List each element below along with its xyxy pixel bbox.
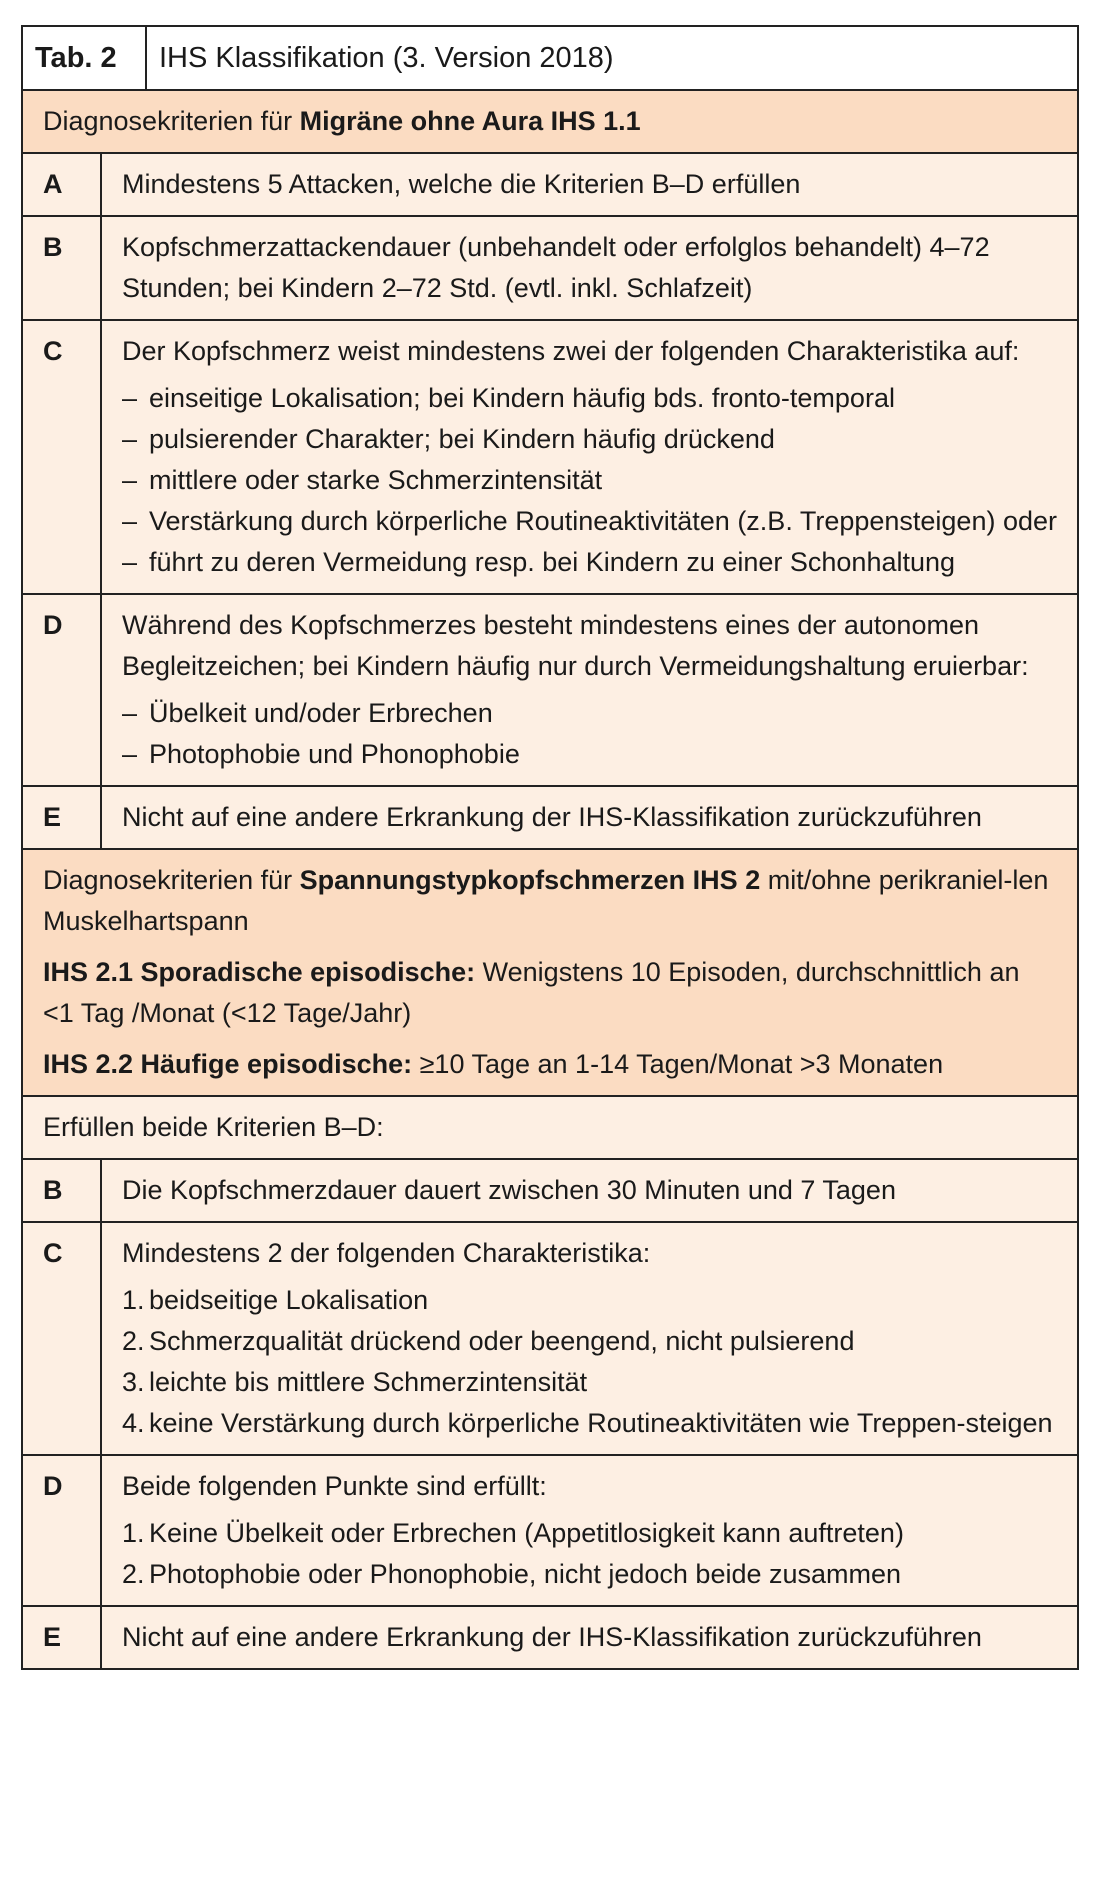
criterion-row (21, 787, 1079, 850)
criterion-letter: C (23, 1223, 102, 1454)
list-item (122, 1362, 1057, 1403)
criterion-letter: B (23, 1160, 102, 1221)
list-item-marker: 3. (122, 1367, 145, 1397)
criterion-letter: A (23, 154, 102, 215)
list-item-text: mittlere oder starke Schmerzintensität (149, 465, 603, 495)
criterion-letter: B (23, 217, 102, 319)
list-item (122, 419, 1057, 460)
ihs-2-2-label: IHS 2.2 Häufige episodische: (43, 1049, 413, 1079)
table-title-bar (21, 25, 1079, 91)
criterion-text: Die Kopfschmerzdauer dauert zwischen 30 Minuten und 7 Tagen (122, 1175, 896, 1205)
ihs-2-1-label: IHS 2.1 Sporadische episodische: (43, 957, 476, 987)
migraine-header (21, 91, 1079, 154)
criterion-row (21, 1456, 1079, 1607)
criterion-text: Beide folgenden Punkte sind erfüllt: (122, 1471, 547, 1501)
list-item-text: leichte bis mittlere Schmerzintensität (149, 1367, 588, 1397)
list-item-text: beidseitige Lokalisation (149, 1285, 429, 1315)
criterion-text: Kopfschmerzattackendauer (unbehandelt oder erfolglos behandelt) 4–72 Stunden; bei Kindern 2–72 Std. (evtl. inkl. Schlafzeit) (122, 232, 990, 303)
criterion-letter: E (23, 1607, 102, 1668)
criterion-row (21, 1607, 1079, 1670)
table-title: IHS Klassifikation (3. Version 2018) (159, 41, 614, 74)
criterion-content (102, 1160, 1077, 1221)
criterion-content (102, 321, 1077, 593)
list-item (122, 1321, 1057, 1362)
criterion-letter: E (23, 787, 102, 848)
list-item (122, 460, 1057, 501)
classification-table (21, 25, 1079, 1670)
list-item-marker: – (122, 383, 138, 413)
list-item-marker: 2. (122, 1326, 145, 1356)
criterion-letter: D (23, 1456, 102, 1605)
criterion-content (102, 1456, 1077, 1605)
list-item-text: Photophobie oder Phonophobie, nicht jedoch beide zusammen (149, 1559, 902, 1589)
criterion-list (122, 1280, 1057, 1444)
criterion-content (102, 1223, 1077, 1454)
criterion-row (21, 217, 1079, 321)
criterion-list (122, 693, 1057, 775)
list-item-text: Schmerzqualität drückend oder beengend, nicht pulsierend (149, 1326, 855, 1356)
list-item (122, 1403, 1057, 1444)
list-item (122, 1554, 1057, 1595)
ihs-2-1-text: Wenigstens 10 Episoden, durchschnittlich an <1 Tag /Monat (<12 Tage/Jahr) (43, 957, 1020, 1028)
criterion-text: Während des Kopfschmerzes besteht mindestens eines der autonomen Begleitzeichen; bei Kindern häufig nur durch Vermeidungshaltung eruierbar: (122, 610, 1029, 681)
migraine-criteria (21, 154, 1079, 850)
criterion-content (102, 154, 1077, 215)
list-item (122, 693, 1057, 734)
list-item-text: keine Verstärkung durch körperliche Routineaktivitäten wie Treppen-steigen (149, 1408, 1053, 1438)
list-item-marker: 1. (122, 1518, 145, 1548)
criterion-content (102, 595, 1077, 785)
list-item (122, 734, 1057, 775)
list-item-marker: – (122, 698, 138, 728)
table-number: Tab. 2 (23, 27, 147, 89)
migraine-header-prefix: Diagnosekriterien für (43, 106, 300, 136)
list-item-text: pulsierender Charakter; bei Kindern häufig drückend (149, 424, 775, 454)
list-item-marker: – (122, 465, 138, 495)
tension-intro: Erfüllen beide Kriterien B–D: (21, 1097, 1079, 1160)
ihs-2-2-text: ≥10 Tage an 1-14 Tagen/Monat >3 Monaten (412, 1049, 944, 1079)
criterion-content (102, 217, 1077, 319)
criterion-text: Der Kopfschmerz weist mindestens zwei der folgenden Charakteristika auf: (122, 336, 1020, 366)
criterion-letter: D (23, 595, 102, 785)
criterion-content (102, 1607, 1077, 1668)
criterion-content (102, 787, 1077, 848)
list-item-text: Verstärkung durch körperliche Routineaktivitäten (z.B. Treppensteigen) oder (149, 506, 1057, 536)
criterion-text: Mindestens 5 Attacken, welche die Kriterien B–D erfüllen (122, 169, 801, 199)
tension-header-prefix: Diagnosekriterien für (43, 865, 300, 895)
tension-criteria (21, 1160, 1079, 1670)
tension-header-bold: Spannungstypkopfschmerzen IHS 2 (299, 865, 761, 895)
criterion-row (21, 595, 1079, 787)
list-item-marker: – (122, 547, 138, 577)
criterion-text: Nicht auf eine andere Erkrankung der IHS-Klassifikation zurückzuführen (122, 802, 982, 832)
criterion-row (21, 154, 1079, 217)
list-item-marker: – (122, 739, 138, 769)
list-item-text: Keine Übelkeit oder Erbrechen (Appetitlosigkeit kann auftreten) (149, 1518, 904, 1548)
criterion-row (21, 1160, 1079, 1223)
list-item-text: führt zu deren Vermeidung resp. bei Kindern zu einer Schonhaltung (149, 547, 956, 577)
criterion-list (122, 1513, 1057, 1595)
tension-header-suffix: mit/ohne perikraniel-len Muskelhartspann (43, 865, 1049, 936)
list-item-marker: 4. (122, 1408, 145, 1438)
criterion-row (21, 1223, 1079, 1456)
list-item (122, 501, 1057, 542)
list-item (122, 378, 1057, 419)
list-item-marker: – (122, 506, 138, 536)
list-item (122, 542, 1057, 583)
list-item-marker: 2. (122, 1559, 145, 1589)
list-item-text: Photophobie und Phonophobie (149, 739, 520, 769)
criterion-text: Nicht auf eine andere Erkrankung der IHS-Klassifikation zurückzuführen (122, 1622, 982, 1652)
criterion-text: Mindestens 2 der folgenden Charakteristika: (122, 1238, 651, 1268)
list-item-text: Übelkeit und/oder Erbrechen (149, 698, 493, 728)
list-item-marker: 1. (122, 1285, 145, 1315)
tension-header (21, 850, 1079, 1097)
list-item (122, 1280, 1057, 1321)
criterion-list (122, 378, 1057, 583)
list-item (122, 1513, 1057, 1554)
criterion-letter: C (23, 321, 102, 593)
migraine-header-bold: Migräne ohne Aura IHS 1.1 (299, 106, 641, 136)
list-item-marker: – (122, 424, 138, 454)
criterion-row (21, 321, 1079, 595)
list-item-text: einseitige Lokalisation; bei Kindern häufig bds. fronto-temporal (149, 383, 895, 413)
